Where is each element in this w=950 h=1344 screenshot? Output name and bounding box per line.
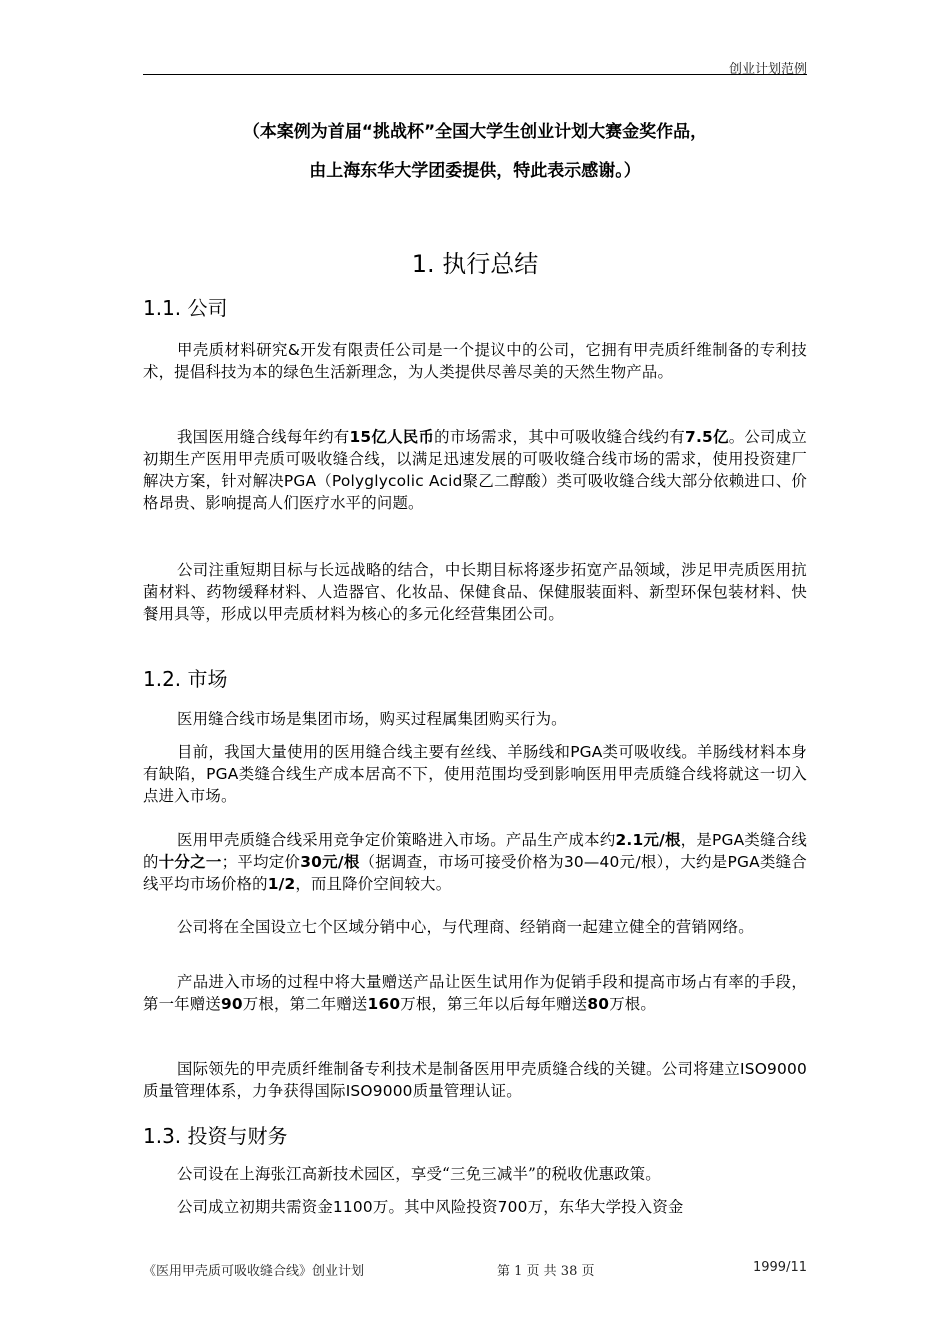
paragraph: 我国医用缝合线每年约有15亿人民币的市场需求，其中可吸收缝合线约有7.5亿。公司成立初期生产医用甲壳质可吸收缝合线，以满足迅速发展的可吸收缝合线市场的需求，使用投资建厂解决方案，针对解决PGA（Polyglycolic Acid聚乙二醇酸）类可吸收缝合线大部分依赖进口、价格昂贵、影响提高人们医疗水平的问题。 [143,428,808,512]
footer-date: 1999/11 [752,1260,807,1275]
page-number: 第 1 页 共 38 页 [497,1264,595,1279]
paragraph: 公司设在上海张江高新技术园区，享受“三免三减半”的税收优惠政策。 [177,1165,661,1183]
company-name: 甲壳质材料研究&开发有限责任公司 [177,341,428,359]
paragraph: 国际领先的甲壳质纤维制备专利技术是制备医用甲壳质缝合线的关键。公司将建立ISO9000质量管理体系，力争获得国际ISO9000质量管理认证。 [143,1060,807,1100]
paragraph: 产品进入市场的过程中将大量赠送产品让医生试用作为促销手段和提高市场占有率的手段，第一年赠送90万根，第二年赠送160万根，第三年以后每年赠送80万根。 [143,973,807,1013]
section-1-3-title: 1.3. 投资与财务 [143,1124,288,1148]
section-1-2-title: 1.2. 市场 [143,667,228,691]
footer-doc-title: 《医用甲壳质可吸收缝合线》创业计划 [143,1264,365,1279]
paragraph: 目前，我国大量使用的医用缝合线主要有丝线、羊肠线和PGA类可吸收线。羊肠线材料本身有缺陷，PGA类缝合线生产成本居高不下，使用范围均受到影响医用甲壳质缝合线将就这一切入点进入市场。 [143,743,807,805]
header-divider [143,74,807,75]
paragraph: 公司将在全国设立七个区域分销中心，与代理商、经销商一起建立健全的营销网络。 [177,918,754,936]
paragraph: 医用缝合线市场是集团市场，购买过程属集团购买行为。 [177,710,567,728]
paragraph: 甲壳质材料研究&开发有限责任公司是一个提议中的公司，它拥有甲壳质纤维制备的专利技术，提倡科技为本的绿色生活新理念，为人类提供尽善尽美的天然生物产品。 [143,341,807,381]
paragraph: 公司注重短期目标与长远战略的结合，中长期目标将逐步拓宽产品领域，涉足甲壳质医用抗菌材料、药物缓释材料、人造器官、化妆品、保健食品、保健服装面料、新型环保包装材料、快餐用具等，形成以甲壳质材料为核心的多元化经营集团公司。 [143,561,807,623]
paragraph: 医用甲壳质缝合线采用竞争定价策略进入市场。产品生产成本约2.1元/根，是PGA类缝合线的十分之一；平均定价30元/根（据调查，市场可接受价格为30—40元/根），大约是PGA类缝合线平均市场价格的1/2，而且降价空间较大。 [143,831,807,893]
paragraph: 公司成立初期共需资金1100万。其中风险投资700万，东华大学投入资金 [177,1198,684,1216]
running-header: 创业计划范例 [728,62,807,77]
section-1-1-title: 1.1. 公司 [143,296,228,320]
award-note-line2: 由上海东华大学团委提供，特此表示感谢。） [309,161,641,181]
chapter-title: 1. 执行总结 [411,250,539,278]
award-note-line1: （本案例为首届“挑战杯”全国大学生创业计划大赛金奖作品， [242,122,708,142]
